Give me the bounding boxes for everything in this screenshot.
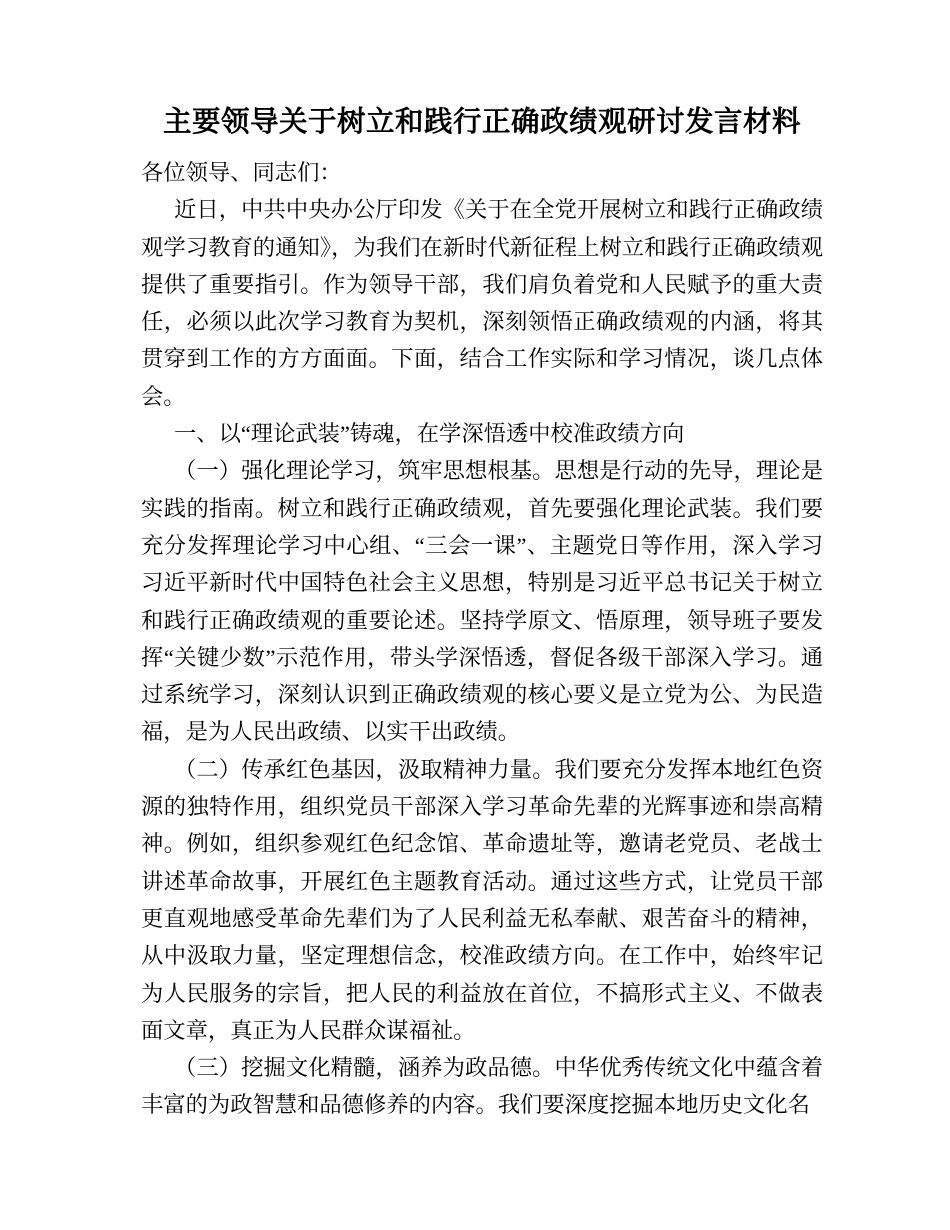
paragraph-intro: 近日，中共中央办公厅印发《关于在全党开展树立和践行正确政绩观学习教育的通知》，为我们在新时代新征程上树立和践行正确政绩观提供了重要指引。作为领导干部，我们肩负着党和人民赋予的重大责任，必须以此次学习教育为契机，深刻领悟正确政绩观的内涵，将其贯穿到工作的方方面面。下面，结合工作实际和学习情况，谈几点体会。 <box>141 197 823 409</box>
paragraph-point-3-truncated: （三）挖掘文化精髓，涵养为政品德。中华优秀传统文化中蕴含着丰富的为政智慧和品德修养的内容。我们要深度挖掘本地历史文化名 <box>141 1055 823 1118</box>
section-heading-1: 一、以“理论武装”铸魂，在学深悟透中校准政绩方向 <box>174 421 685 447</box>
salutation-line: 各位领导、同志们： <box>141 160 342 185</box>
paragraph-point-1: （一）强化理论学习，筑牢思想根基。思想是行动的先导，理论是实践的指南。树立和践行正确政绩观，首先要强化理论武装。我们要充分发挥理论学习中心组、“三会一课”、主题党日等作用，深入学习习近平新时代中国特色社会主义思想，特别是习近平总书记关于树立和践行正确政绩观的重要论述。坚持学原文、悟原理，领导班子要发挥“关键少数”示范作用，带头学深悟透，督促各级干部深入学习。通过系统学习，深刻认识到正确政绩观的核心要义是立党为公、为民造福，是为人民出政绩、以实干出政绩。 <box>141 458 823 745</box>
document-body <box>141 154 823 1124</box>
document-title: 主要领导关于树立和践行正确政绩观研讨发言材料 <box>162 107 801 138</box>
paragraph-point-2: （二）传承红色基因，汲取精神力量。我们要充分发挥本地红色资源的独特作用，组织党员干部深入学习革命先辈的光辉事迹和崇高精神。例如，组织参观红色纪念馆、革命遗址等，邀请老党员、老战士讲述革命故事，开展红色主题教育活动。通过这些方式，让党员干部更直观地感受革命先辈们为了人民利益无私奉献、艰苦奋斗的精神，从中汲取力量，坚定理想信念，校准政绩方向。在工作中，始终牢记为人民服务的宗旨，把人民的利益放在首位，不搞形式主义、不做表面文章，真正为人民群众谋福祉。 <box>141 756 823 1043</box>
